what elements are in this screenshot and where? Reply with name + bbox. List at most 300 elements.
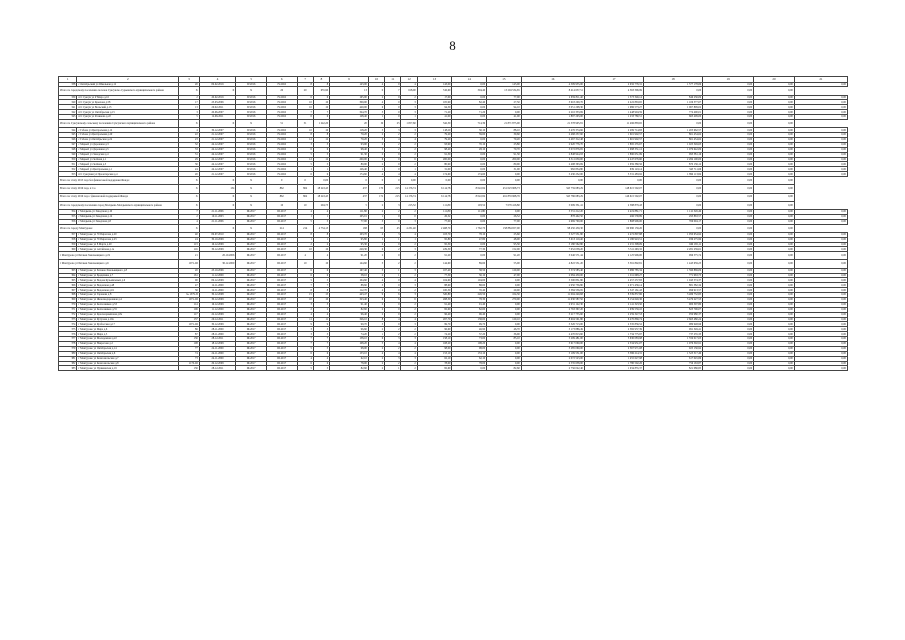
address-cell: г Мантурово ул Колхозников д.53 — [77, 302, 179, 307]
table-cell: 451 023 908,73 — [487, 185, 522, 193]
address-cell: г Мантурово ул 70 Пирогова д.20 — [77, 232, 179, 237]
table-cell: 6 — [313, 147, 329, 152]
table-cell: 996 913,57 — [643, 288, 702, 293]
table-cell: 0,00 — [487, 209, 522, 214]
table-cell: 172 — [368, 193, 384, 201]
table-cell: 0,00 — [452, 219, 487, 224]
table-cell: III.2017 — [236, 332, 267, 337]
table-cell: 3 — [385, 128, 401, 133]
table-cell: 91,40 — [330, 302, 369, 307]
table-cell: 1 911 698,27 — [584, 273, 643, 278]
table-cell: 99,70 — [330, 322, 369, 327]
table-cell: III.2017 — [266, 366, 297, 371]
table-cell: 5 — [313, 162, 329, 167]
address-cell: г Мантурово ул Батаков Хмельницкого д.8 — [77, 268, 179, 273]
table-cell: 2 284 100,00 — [643, 157, 702, 162]
table-cell: III.2017 — [266, 242, 297, 247]
table-cell: 98,40 — [330, 147, 369, 152]
table-cell: 1170-Ш — [179, 361, 199, 366]
table-cell: 7 — [297, 342, 313, 347]
table-cell: IV.2016 — [266, 95, 297, 100]
table-cell: 12 — [297, 138, 313, 143]
address-cell: г Мантурово ул Водовская д.61 — [77, 288, 179, 293]
column-number-cell: 7 — [297, 77, 313, 83]
table-cell: 10 — [297, 100, 313, 105]
table-cell: 0,00 — [487, 346, 522, 351]
table-cell: 0,00 — [487, 356, 522, 361]
address-cell: г Мантурово ул Колхозников д.55 — [77, 307, 179, 312]
table-cell: 2 756 022,40 — [521, 366, 584, 371]
table-cell: 5 — [297, 278, 313, 283]
table-cell: 96,60 — [417, 327, 452, 332]
table-cell: 0 — [368, 177, 384, 185]
table-cell: 21.11.2006 — [199, 209, 236, 214]
table-cell: 3 051 208,30 — [521, 105, 584, 110]
table-cell: № 1379-П — [179, 293, 199, 298]
table-cell: 0,00 — [754, 105, 795, 110]
address-cell: г Мантурово ул Водовская д.48 — [77, 283, 179, 288]
table-cell: 2 — [401, 361, 417, 366]
table-cell: III.2017 — [266, 288, 297, 293]
table-cell: 6 114,78 — [417, 193, 452, 201]
table-cell: 116 — [179, 247, 199, 252]
table-cell: 0,00 — [794, 312, 847, 317]
table-cell: 0,00 — [754, 110, 795, 115]
table-cell: 11 — [313, 317, 329, 322]
column-number-cell: 1 — [59, 77, 77, 83]
table-cell: 821 086,85 — [643, 366, 702, 371]
table-cell: 30.12.2009 — [199, 322, 236, 327]
table-cell: 2 — [401, 288, 417, 293]
table-cell: 134 — [199, 185, 236, 193]
table-cell: 77 — [179, 346, 199, 351]
table-cell: 96,60 — [330, 327, 369, 332]
table-cell: 0,00 — [487, 351, 522, 356]
table-cell: 11 094 249,68 — [521, 293, 584, 298]
table-cell: IV.2016 — [266, 115, 297, 120]
table-cell: 2 — [401, 332, 417, 337]
table-cell: 153,10 — [417, 351, 452, 356]
address-cell: с Марьиб ул Зелёная д.3 — [77, 162, 179, 167]
table-cell: 24.12.2007 — [199, 157, 236, 162]
table-cell: 0,00 — [703, 87, 754, 95]
row-number-cell: 382 — [59, 361, 77, 366]
table-cell: III.2017 — [236, 302, 267, 307]
table-cell: 82,60 — [487, 366, 522, 371]
table-cell: 0,00 — [703, 268, 754, 273]
table-cell: 93,90 — [330, 142, 369, 147]
column-number-cell: 9 — [330, 77, 369, 83]
table-cell: 74 — [179, 351, 199, 356]
table-cell: 823 796,07 — [643, 307, 702, 312]
table-cell: 3 617 060,00 — [521, 342, 584, 347]
table-cell: 62,10 — [452, 356, 487, 361]
table-cell: 6 — [313, 268, 329, 273]
table-cell: 2 — [385, 133, 401, 138]
table-cell: 20.02.2011 — [199, 105, 236, 110]
table-cell: 5 — [313, 152, 329, 157]
table-cell: 316,60 — [417, 87, 452, 95]
table-cell: III.2017 — [236, 214, 267, 219]
table-cell: 96,40 — [452, 312, 487, 317]
table-cell: 1 601 902,57 — [584, 133, 643, 138]
table-cell: 1 — [401, 237, 417, 242]
table-cell: 3 — [401, 247, 417, 252]
table-cell: 15 — [297, 293, 313, 298]
table-cell: 0,00 — [754, 214, 795, 219]
table-cell: 900 307,80 — [643, 302, 702, 307]
table-cell: 5 — [313, 219, 329, 224]
table-cell: 21 378 905,81 — [521, 120, 584, 128]
table-cell: 5 — [330, 201, 369, 209]
table-cell: 0,00 — [794, 273, 847, 278]
table-cell: 766 094,17 — [643, 219, 702, 224]
table-cell: 4 — [385, 138, 401, 143]
table-cell: 70,10 — [452, 142, 487, 147]
table-cell: 5 — [297, 219, 313, 224]
table-cell: 98,00 — [452, 346, 487, 351]
table-cell: 105,91 — [330, 214, 369, 219]
table-cell: III.2017 — [236, 356, 267, 361]
table-cell: 2 659 811,40 — [521, 95, 584, 100]
table-cell: 27,50 — [487, 100, 522, 105]
table-cell: 30.12.2009 — [199, 298, 236, 303]
table-cell: 93,90 — [417, 142, 452, 147]
address-cell: с Марьиб ул Дорожная д.5 — [77, 147, 179, 152]
table-cell: 95,80 — [330, 237, 369, 242]
table-cell: 268,30 — [417, 298, 452, 303]
table-cell: 618,00 — [401, 87, 417, 95]
table-cell: IV.2016 — [266, 147, 297, 152]
table-cell: 0,00 — [794, 147, 847, 152]
table-cell: 11 630 587,50 — [521, 298, 584, 303]
address-cell: с Марьиб ул Заводская д.4 — [77, 152, 179, 157]
housing-register-table — [58, 76, 848, 371]
table-cell: 861 454,62 — [643, 133, 702, 138]
table-cell: III.2017 — [236, 366, 267, 371]
table-cell: 21 871 875,00 — [487, 120, 522, 128]
table-cell: 12.11.2009 — [199, 288, 236, 293]
row-number-cell: 339 — [59, 95, 77, 100]
table-cell: 0,00 — [703, 128, 754, 133]
table-cell: 215 — [385, 185, 401, 193]
table-cell: 0,00 — [754, 157, 795, 162]
table-cell: III.2017 — [266, 283, 297, 288]
table-cell: 0 — [385, 167, 401, 172]
table-cell: 0,00 — [794, 278, 847, 283]
table-cell: 6 — [313, 361, 329, 366]
group-total-row — [59, 224, 848, 232]
table-cell: 8 — [297, 133, 313, 138]
row-number-cell: 373 — [59, 317, 77, 322]
table-cell: 3 217 755,60 — [521, 312, 584, 317]
table-cell: 95,30 — [487, 242, 522, 247]
table-cell: 4 — [297, 252, 313, 260]
table-cell: III.2017 — [236, 322, 267, 327]
table-cell: 0 — [385, 115, 401, 120]
table-cell: 8 — [313, 232, 329, 237]
address-cell: с Октябрьский ул Школьная д.12 — [77, 82, 179, 87]
table-cell: 24.11.2009 — [199, 346, 236, 351]
table-cell: 89,60 — [452, 260, 487, 268]
table-cell: 2 231 398,09 — [584, 242, 643, 247]
table-cell: 2 457 257,83 — [584, 278, 643, 283]
table-cell: 78,00 — [330, 361, 369, 366]
table-cell: X — [236, 120, 267, 128]
table-cell: 153,10 — [452, 351, 487, 356]
table-cell: 8 — [313, 288, 329, 293]
table-cell: 0,00 — [794, 327, 847, 332]
table-cell: 24.11.2009 — [199, 356, 236, 361]
table-cell: 8 339 857,86 — [584, 293, 643, 298]
table-cell: 0 — [385, 288, 401, 293]
table-cell: 136 — [179, 337, 199, 342]
table-cell: 1 025 349,63 — [643, 142, 702, 147]
table-cell: 46,70 — [487, 327, 522, 332]
table-cell: 24 — [179, 237, 199, 242]
table-cell: 2 180 943,51 — [584, 237, 643, 242]
table-cell: III.2017 — [236, 298, 267, 303]
table-cell: 774 400,01 — [643, 110, 702, 115]
table-cell: 21.12.2007 — [199, 133, 236, 138]
table-cell: 0,00 — [754, 209, 795, 214]
table-cell: 0 — [385, 152, 401, 157]
table-cell: 324,70 — [330, 110, 369, 115]
table-cell: 6 114,78 — [417, 185, 452, 193]
column-number-cell: 12 — [401, 77, 417, 83]
table-cell: 91,20 — [487, 252, 522, 260]
table-cell: 10 — [297, 128, 313, 133]
table-cell: III.2017 — [266, 351, 297, 356]
row-number-cell: 367 — [59, 288, 77, 293]
table-cell: 0,00 — [794, 128, 847, 133]
table-cell: 7 — [297, 283, 313, 288]
table-cell: 28.11.2009 — [199, 332, 236, 337]
table-cell: 3 527 551,80 — [521, 232, 584, 237]
table-cell: 51 — [297, 120, 313, 128]
table-cell: 24.12.2007 — [199, 167, 236, 172]
table-cell: 0,00 — [754, 342, 795, 347]
table-cell: III.2017 — [236, 317, 267, 322]
table-cell: 304,40 — [452, 87, 487, 95]
table-cell: 38,50 — [452, 268, 487, 273]
table-cell: 22.12.2009 — [199, 312, 236, 317]
table-cell: 26,52 — [417, 214, 452, 219]
table-cell: 0,00 — [754, 312, 795, 317]
table-cell: 0,00 — [754, 278, 795, 283]
table-cell: 1 577 178,69 — [643, 82, 702, 87]
table-cell: 2 — [401, 302, 417, 307]
table-cell: 0,00 — [754, 242, 795, 247]
table-cell: 982 834,80 — [521, 167, 584, 172]
table-cell: 2 — [368, 366, 384, 371]
row-number-cell: 360 — [59, 247, 77, 252]
table-cell: 20.02.2016 — [199, 95, 236, 100]
table-cell: 3 — [313, 142, 329, 147]
group-label-cell: Итого по городскому поселению поселок Суксунско-Сурьинского муниципального района — [59, 87, 179, 95]
table-cell: 0,00 — [794, 317, 847, 322]
table-cell: 5 — [368, 268, 384, 273]
table-cell: 47,00 — [487, 273, 522, 278]
table-cell: 10.11.2003 — [199, 214, 236, 219]
table-cell: 9 — [313, 322, 329, 327]
table-cell: 0,00 — [487, 172, 522, 177]
table-cell: 0,00 — [794, 133, 847, 138]
table-cell: 0,00 — [794, 82, 847, 87]
table-cell: 862 — [297, 193, 313, 201]
table-cell: 0,00 — [794, 283, 847, 288]
table-cell: X — [179, 87, 199, 95]
address-cell: г Мантурово ул Пушкинская д.19 — [77, 366, 179, 371]
table-cell: 0,00 — [794, 342, 847, 347]
table-cell: 13 — [330, 87, 369, 95]
table-cell: 6 — [297, 268, 313, 273]
table-cell: 1 659 380,56 — [584, 162, 643, 167]
row-number-cell: 347 — [59, 142, 77, 147]
table-cell: 161 — [179, 273, 199, 278]
table-cell: 5 311 299,32 — [584, 247, 643, 252]
table-cell: 0,00 — [521, 177, 584, 185]
table-cell: 4 363 396,99 — [584, 87, 643, 95]
table-cell: 170 — [368, 185, 384, 193]
table-cell: 0,00 — [703, 167, 754, 172]
table-cell: 78,00 — [417, 361, 452, 366]
table-cell: 11.12.2009 — [199, 307, 236, 312]
table-cell: 91,20 — [330, 252, 369, 260]
table-cell: 0,00 — [754, 302, 795, 307]
table-cell: 229,30 — [417, 247, 452, 252]
table-cell: 5 299 481,00 — [521, 337, 584, 342]
table-cell: 226,50 — [452, 293, 487, 298]
table-cell: X — [199, 193, 236, 201]
table-cell: 14 176,74 — [401, 185, 417, 193]
table-cell: 2 470 813,60 — [521, 332, 584, 337]
table-cell: 0,00 — [703, 278, 754, 283]
table-cell: 95,80 — [417, 237, 452, 242]
table-cell: 24.12.2007 — [199, 152, 236, 157]
table-cell: 2 281 239,61 — [643, 247, 702, 252]
table-cell: 78,10 — [452, 232, 487, 237]
table-cell: 3 531 483,92 — [584, 172, 643, 177]
table-cell: 4 247 676,60 — [584, 157, 643, 162]
address-cell: с Малдышь ул Заводская д.8 — [77, 219, 179, 224]
table-cell: III.2017 — [266, 268, 297, 273]
table-cell: 13 204 534,65 — [487, 87, 522, 95]
table-cell: 0,00 — [643, 120, 702, 128]
table-cell: 24.12.2007 — [199, 147, 236, 152]
table-cell: III.2017 — [236, 247, 267, 252]
table-cell: 0,00 — [703, 152, 754, 157]
table-cell: 2 — [401, 152, 417, 157]
table-cell: 77,50 — [417, 273, 452, 278]
table-cell: 126,40 — [330, 167, 369, 172]
address-cell: г Мантурово ул 70 Пирогова д.23 — [77, 237, 179, 242]
table-cell: 0,00 — [754, 177, 795, 185]
table-cell: 0 — [385, 278, 401, 283]
table-cell: 0,00 — [754, 273, 795, 278]
table-cell: 1 895 235,67 — [584, 142, 643, 147]
table-cell: 18 243,45 — [313, 185, 329, 193]
table-cell: 98,00 — [417, 346, 452, 351]
table-cell: 26,52 — [487, 214, 522, 219]
table-cell: 2 — [297, 307, 313, 312]
table-cell: 0 — [385, 214, 401, 219]
table-cell: 0,00 — [794, 142, 847, 147]
table-cell: 0 — [330, 177, 369, 185]
column-number-cell: 8 — [313, 77, 329, 83]
table-cell: 0,00 — [452, 242, 487, 247]
table-cell: 0,00 — [703, 100, 754, 105]
table-cell: 878 402,50 — [521, 214, 584, 219]
table-cell: 0 — [385, 82, 401, 87]
table-cell: 1 734 775,97 — [584, 332, 643, 337]
table-cell: III.2017 — [266, 361, 297, 366]
table-cell: 862 — [266, 193, 297, 201]
table-cell: 0,00 — [703, 361, 754, 366]
table-cell: 143,00 — [417, 82, 452, 87]
table-cell: 4 — [313, 312, 329, 317]
table-cell: 30.10.2009 — [199, 237, 236, 242]
table-cell: 0,00 — [703, 147, 754, 152]
table-cell: 0,00 — [703, 219, 754, 224]
table-cell: 96,40 — [330, 312, 369, 317]
table-cell: 0,00 — [703, 110, 754, 115]
table-cell: 8 414 657,51 — [521, 87, 584, 95]
table-cell: 639 143,14 — [584, 167, 643, 172]
table-cell: 0 — [385, 219, 401, 224]
table-cell: 14 176,74 — [401, 193, 417, 201]
table-cell: 996 575,74 — [643, 252, 702, 260]
column-number-cell: 20 — [754, 77, 795, 83]
address-cell: г Мантурово ул Гаранова д.8 — [77, 293, 179, 298]
table-cell: 165,90 — [330, 95, 369, 100]
table-cell: III.2017 — [266, 322, 297, 327]
table-cell: 2 — [401, 346, 417, 351]
table-cell: 2 — [368, 95, 384, 100]
row-number-cell: 341 — [59, 105, 77, 110]
table-cell: IV.2016 — [236, 142, 267, 147]
table-cell: 0,00 — [452, 95, 487, 100]
table-cell: IV.2016 — [266, 128, 297, 133]
table-cell: 8 — [297, 288, 313, 293]
table-cell: 2 931 122,30 — [521, 302, 584, 307]
table-cell: 2 382 937,39 — [584, 327, 643, 332]
row-number-cell: 340 — [59, 100, 77, 105]
table-cell: III.2017 — [236, 361, 267, 366]
table-cell: 12.06.2011 — [199, 115, 236, 120]
row-number-cell: 365 — [59, 278, 77, 283]
table-cell: 0 — [385, 177, 401, 185]
table-cell: 0,00 — [487, 283, 522, 288]
group-total-row — [59, 185, 848, 193]
table-cell: 294,73 — [313, 201, 329, 209]
table-cell: 1 443 659,25 — [643, 260, 702, 268]
table-cell: 45 — [385, 224, 401, 232]
table-cell: 7 079 416,80 — [487, 201, 522, 209]
table-cell: III.2017 — [236, 337, 267, 342]
table-cell: 443,47 — [330, 293, 369, 298]
group-total-row — [59, 201, 848, 209]
table-cell: 0,00 — [754, 100, 795, 105]
table-cell: 0,00 — [487, 361, 522, 366]
table-cell: 0,00 — [794, 293, 847, 298]
table-cell: 1 559 017,03 — [643, 337, 702, 342]
table-cell: 47 — [179, 283, 199, 288]
row-number-cell: 363 — [59, 268, 77, 273]
table-cell: X — [179, 185, 199, 193]
table-cell: 0,00 — [754, 288, 795, 293]
table-cell: 71,20 — [417, 110, 452, 115]
